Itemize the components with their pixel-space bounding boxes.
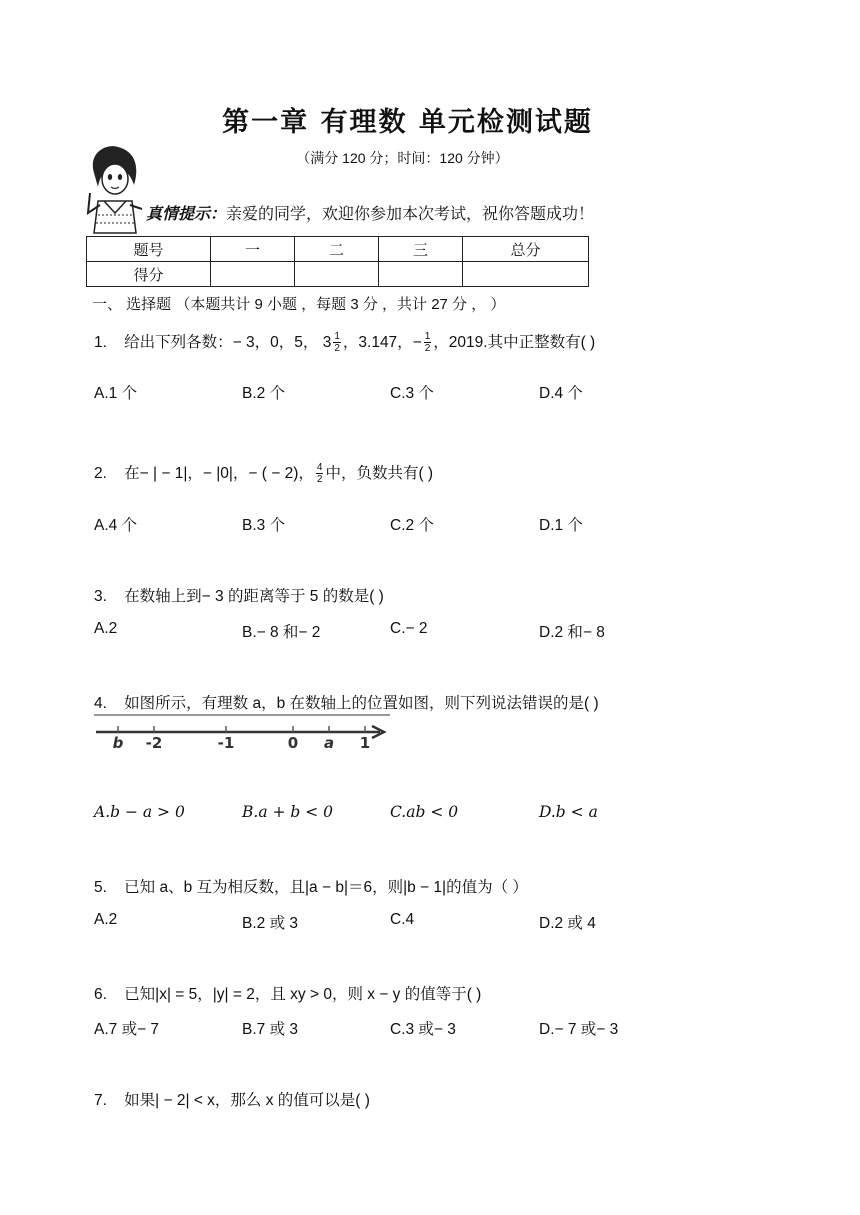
question-text: 已知 a、b 互为相反数，且|a − b|＝6，则|b − 1|的值为（ ） [124, 879, 528, 896]
question-5 [94, 875, 528, 897]
label-b: b [112, 734, 124, 752]
page-title: 第一章 有理数 单元检测试题 [222, 107, 593, 138]
question-text: 已知|x| = 5，|y| = 2，且 xy > 0，则 x − y 的值等于( ) [124, 986, 482, 1003]
score-table-header-cell: 三 [379, 237, 463, 262]
label-a: a [323, 734, 335, 752]
label-minus-2: -2 [145, 734, 163, 752]
score-table [86, 236, 589, 287]
number-line-figure [92, 712, 392, 754]
question-3 [94, 584, 384, 606]
score-table-header-cell: 一 [211, 237, 295, 262]
score-cell-section3[interactable] [379, 262, 463, 287]
option-d[interactable]: D.2 和− 8 [539, 624, 605, 641]
question-6 [94, 982, 481, 1004]
score-table-header-cell: 二 [295, 237, 379, 262]
score-table-score-row [87, 262, 589, 287]
question-number: 6. [94, 986, 107, 1003]
option-b[interactable]: B.3 个 [242, 517, 286, 534]
tip-label: 真情提示： [146, 206, 227, 223]
option-a[interactable]: A.7 或− 7 [94, 1021, 160, 1038]
question-text: ，2019.其中正整数有( ) [433, 334, 596, 351]
label-1: 1 [359, 734, 371, 752]
question-4 [94, 691, 599, 713]
question-number: 7. [94, 1092, 107, 1109]
question-text: 如果| − 2| < x，那么 x 的值可以是( ) [124, 1092, 370, 1109]
option-b[interactable]: B.− 8 和− 2 [242, 624, 321, 641]
question-text: 给出下列各数：− 3，0，5， 3 [124, 334, 332, 351]
option-a[interactable]: A.1 个 [94, 385, 138, 402]
score-table-header-cell: 总分 [463, 237, 589, 262]
option-a[interactable]: A.2 [94, 620, 118, 637]
option-a[interactable]: A.4 个 [94, 517, 138, 534]
question-1 [94, 330, 595, 354]
question-number: 3. [94, 588, 107, 605]
option-b[interactable]: B.a + b < 0 [242, 803, 334, 821]
question-text: 在数轴上到− 3 的距离等于 5 的数是( ) [124, 588, 384, 605]
fraction: $\frac{1}{2}$ [424, 331, 431, 355]
question-text: 中，负数共有( ) [325, 465, 434, 482]
score-row-label: 得分 [87, 262, 211, 287]
option-a[interactable]: A.b − a > 0 [94, 803, 185, 821]
option-d[interactable]: D.2 或 4 [539, 915, 596, 932]
option-d[interactable]: D.b < a [539, 803, 598, 821]
option-c[interactable]: C.3 或− 3 [390, 1021, 456, 1038]
option-d[interactable]: D.− 7 或− 3 [539, 1021, 619, 1038]
option-d[interactable]: D.4 个 [539, 385, 583, 402]
question-text: ，3.147，− [342, 334, 422, 351]
exam-subtitle: （满分 120 分；时间：120 分钟） [296, 150, 509, 166]
fraction: $\frac{1}{2}$ [334, 331, 340, 355]
label-minus-1: -1 [217, 734, 235, 752]
score-cell-total[interactable] [463, 262, 589, 287]
score-cell-section2[interactable] [295, 262, 379, 287]
option-b[interactable]: B.2 个 [242, 385, 286, 402]
question-number: 2. [94, 465, 107, 482]
question-text: 如图所示，有理数 a，b 在数轴上的位置如图，则下列说法错误的是( ) [124, 695, 599, 712]
question-7 [94, 1088, 370, 1110]
encouragement-tip [146, 201, 594, 224]
label-0: 0 [287, 734, 299, 752]
option-c[interactable]: C.3 个 [390, 385, 434, 402]
question-number: 1. [94, 334, 107, 351]
score-table-header-row [87, 237, 589, 262]
tip-text: 亲爱的同学，欢迎你参加本次考试，祝你答题成功！ [226, 206, 595, 223]
option-c[interactable]: C.4 [390, 911, 415, 928]
option-c[interactable]: C.ab < 0 [390, 803, 459, 821]
question-text: 在− | − 1|，− |0|，− ( − 2)， [124, 465, 314, 482]
score-table-header-cell: 题号 [87, 237, 211, 262]
student-cartoon-icon [84, 143, 146, 235]
option-d[interactable]: D.1 个 [539, 517, 583, 534]
option-c[interactable]: C.2 个 [390, 517, 434, 534]
option-b[interactable]: B.7 或 3 [242, 1021, 298, 1038]
score-cell-section1[interactable] [211, 262, 295, 287]
option-a[interactable]: A.2 [94, 911, 118, 928]
question-number: 5. [94, 879, 107, 896]
question-number: 4. [94, 695, 107, 712]
fraction: $\frac{4}{2}$ [316, 462, 323, 486]
section-heading: 一、 选择题 （本题共计 9 小题 ，每题 3 分 ，共计 27 分 ， ） [92, 296, 506, 313]
option-b[interactable]: B.2 或 3 [242, 915, 298, 932]
option-c[interactable]: C.− 2 [390, 620, 428, 637]
question-2 [94, 461, 433, 485]
